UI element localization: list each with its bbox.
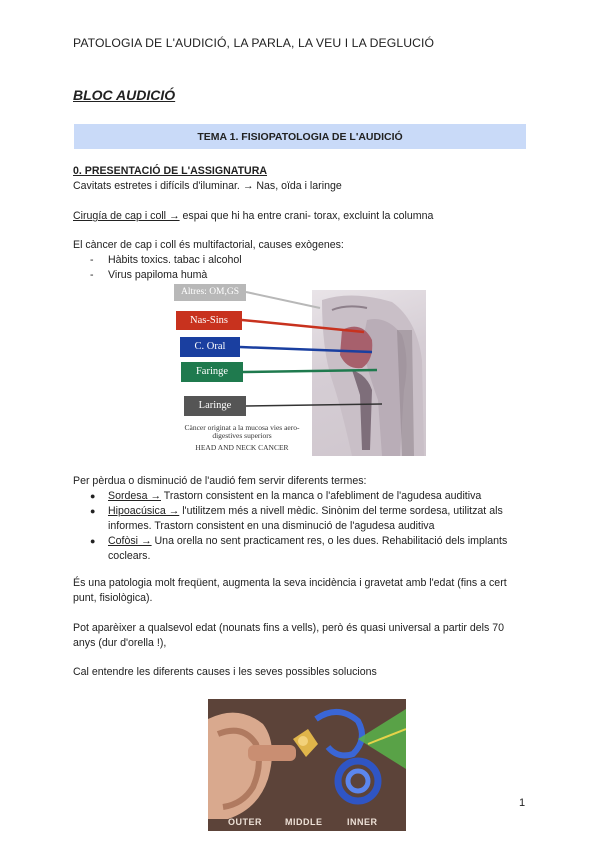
hearing-terms-list: [90, 489, 530, 564]
list-item: - Hàbits toxics. tabac i alcohol: [90, 254, 242, 266]
term-sordesa: Sordesa →: [108, 490, 161, 502]
section-0-title: 0. PRESENTACIÓ DE L'ASSIGNATURA: [73, 165, 268, 177]
cavitats-line: Cavitats estretes i difícils d'iluminar. → Nas, oïda i laringe: [73, 180, 342, 192]
list-item: ● Sordesa → Trastorn consistent en la manca o l'afebliment de l'agudesa auditiva: [90, 490, 482, 502]
term-cofosi: Cofòsi →: [108, 535, 152, 547]
cirurgia-definition: espai que hi ha entre crani- torax, excluint la columna: [179, 210, 434, 222]
bloc-title: BLOC AUDICIÓ: [73, 87, 176, 103]
paragraph-causes: Cal entendre les diferents causes i les seves possibles solucions: [73, 666, 377, 678]
figure-label: C. Oral: [180, 337, 240, 357]
document-header: PATOLOGIA DE L'AUDICIÓ, LA PARLA, LA VEU I LA DEGLUCIÓ: [73, 36, 435, 50]
ear-label-middle: MIDDLE: [285, 817, 323, 827]
causes-list: [90, 253, 242, 283]
list-item: ● Hipoacúsica → l'utilitzem més a nivell mèdic. Sinònim del terme sordesa, utilitzat als informes. Trastorn consistent en una disminució de l'agudesa auditiva: [90, 505, 503, 532]
bullet-icon: ●: [90, 506, 96, 516]
tema-title: TEMA 1. FISIOPATOLOGIA DE L'AUDICIÓ: [197, 130, 403, 143]
figure-label: Laringe: [184, 396, 246, 416]
page-number: 1: [519, 797, 526, 809]
figure-footer: HEAD AND NECK CANCER: [195, 443, 289, 452]
cirurgia-line: [73, 209, 528, 224]
term-hipoacusica: Hipoacúsica →: [108, 505, 180, 517]
paragraph-age: Pot aparèixer a qualsevol edat (nounats fins a vells), però és quasi universal a partir dels 70 anys (dur d'orella !),: [73, 622, 505, 649]
tema-title-box: [74, 124, 526, 149]
cirurgia-term: Cirugía de cap i coll →: [73, 210, 180, 222]
ear-anatomy-figure: [208, 699, 406, 831]
list-item: - Virus papiloma humà: [90, 269, 208, 281]
ear-label-outer: OUTER: [228, 817, 262, 827]
bullet-icon: ●: [90, 491, 96, 501]
head-neck-cancer-figure: [172, 282, 426, 458]
cancer-intro: El càncer de cap i coll és multifactorial, causes exògenes:: [73, 239, 344, 251]
ear-label-inner: INNER: [347, 817, 378, 827]
bullet-icon: ●: [90, 536, 96, 546]
figure-label: Nas-Sins: [176, 311, 242, 330]
ear-illustration: [208, 699, 406, 831]
figure-label: Altres: OM,GS: [174, 284, 246, 301]
hearing-intro: Per pèrdua o disminució de l'audió fem servir diferents termes:: [73, 475, 367, 487]
list-item: ● Cofòsi → Una orella no sent practicament res, o les dues. Rehabilitació dels implants coclears.: [90, 535, 508, 562]
paragraph-frequency: És una patologia molt freqüent, augmenta la seva incidència i gravetat amb l'edat (fins a cert punt, fisiològica).: [73, 577, 507, 604]
section-0-title-block: [73, 164, 528, 194]
figure-caption: Càncer originat a la mucosa vies aero-digestives superiors: [184, 423, 300, 440]
figure-label: Faringe: [181, 362, 243, 382]
